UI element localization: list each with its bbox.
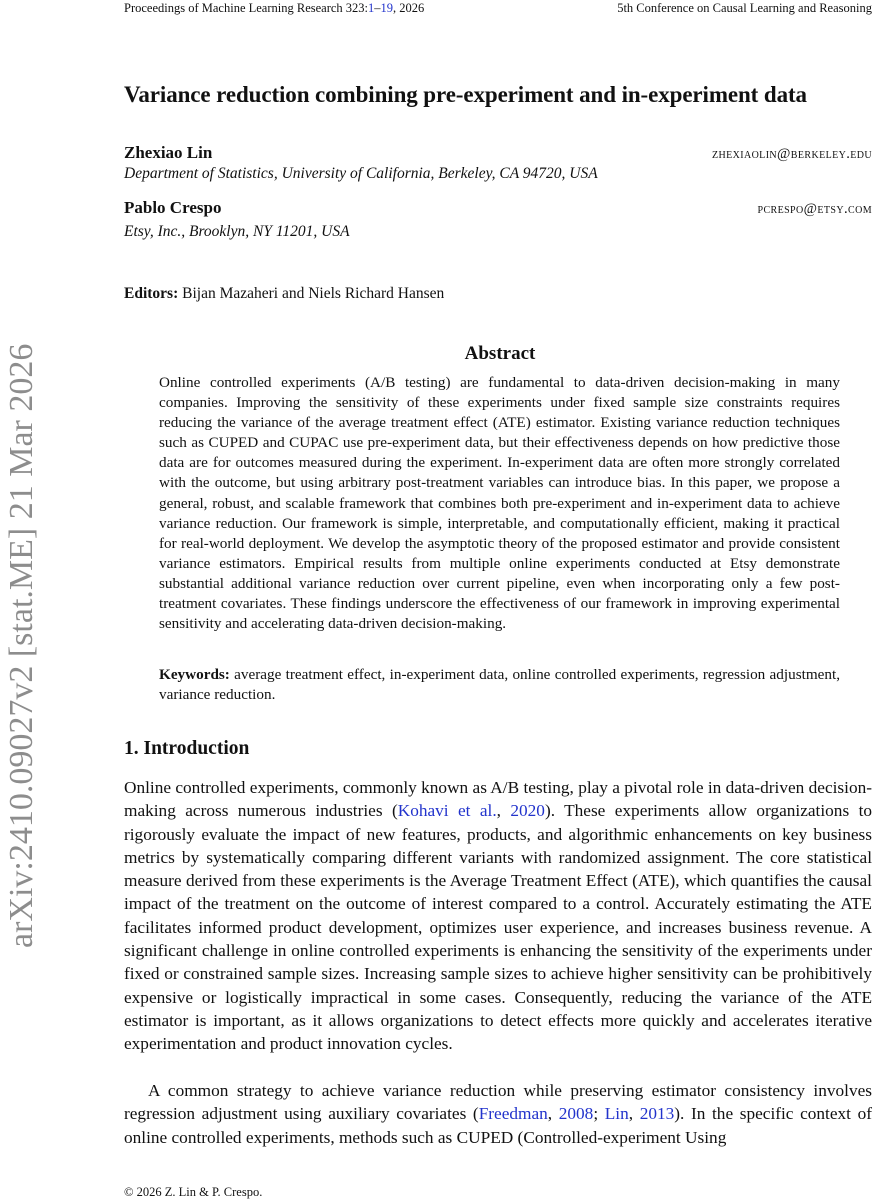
- paper-title: Variance reduction combining pre-experiment and in-experiment data: [124, 82, 807, 107]
- abstract-heading: Abstract: [464, 343, 536, 364]
- page-start-link[interactable]: 1: [368, 1, 375, 15]
- citation-sep: ,: [628, 1104, 640, 1124]
- author-name: Pablo Crespo: [124, 198, 222, 217]
- keywords-list: average treatment effect, in-experiment data, online controlled experiments, regression adjustment, variance reduction.: [159, 666, 840, 703]
- citation-kohavi-year[interactable]: 2020: [510, 801, 545, 821]
- intro-paragraph-1: [124, 776, 872, 1056]
- citation-sep: ;: [593, 1104, 605, 1124]
- citation-lin[interactable]: Lin: [604, 1104, 629, 1124]
- running-header-journal: [124, 0, 424, 16]
- keywords-label: Keywords:: [159, 666, 230, 683]
- author-affiliation: Etsy, Inc., Brooklyn, NY 11201, USA: [124, 223, 350, 240]
- editors-names: Bijan Mazaheri and Niels Richard Hansen: [182, 285, 445, 302]
- journal-name: Proceedings of Machine Learning Research 323:: [124, 1, 369, 15]
- citation-lin-year[interactable]: 2013: [639, 1104, 675, 1124]
- citation-freedman-year[interactable]: 2008: [558, 1104, 594, 1124]
- section-heading-introduction: 1. Introduction: [124, 738, 250, 759]
- citation-sep: ,: [496, 801, 511, 821]
- paragraph-text: ). In the specific context of online controlled experiments, methods such as CUPED (Controlled-experiment Using: [124, 1104, 872, 1147]
- intro-paragraph-2: [124, 1079, 872, 1149]
- paragraph-text: A common strategy to achieve variance reduction while preserving estimator consistency involves regression adjustment using auxiliary covariates (: [124, 1081, 872, 1124]
- page-end-link[interactable]: 19: [380, 1, 394, 15]
- arxiv-stamp: arXiv:2410.09027v2 [stat.ME] 21 Mar 2026: [3, 343, 40, 948]
- citation-sep: ,: [547, 1104, 559, 1124]
- copyright-footer: © 2026 Z. Lin & P. Crespo.: [124, 1185, 263, 1199]
- author-affiliation: Department of Statistics, University of California, Berkeley, CA 94720, USA: [124, 165, 598, 182]
- author-name: Zhexiao Lin: [124, 143, 213, 162]
- running-header-conference: 5th Conference on Causal Learning and Reasoning: [617, 1, 872, 15]
- abstract-text: Online controlled experiments (A/B testing) are fundamental to data-driven decision-making in many companies. Improving the sensitivity of these experiments under fixed sample size constraints requires reducing the variance of the average treatment effect (ATE) estimator. Existing variance reduction techniques such as CUPED and CUPAC use pre-experiment data, but their effectiveness depends on how predictive those data are for outcomes measured during the experiment. In-experiment data are often more strongly correlated with the outcome, but using arbitrary post-treatment variables can introduce bias. In this paper, we propose a general, robust, and scalable framework that combines both pre-experiment and in-experiment data to achieve variance reduction. Our framework is simple, interpretable, and computationally efficient, making it practical for real-world deployment. We develop the asymptotic theory of the proposed estimator and provide consistent variance estimators. Empirical results from multiple online experiments conducted at Etsy demonstrate substantial additional variance reduction over current pipeline, even when incorporating only a few post-treatment covariates. These findings underscore the effectiveness of our framework in improving experimental sensitivity and accelerating data-driven decision-making.: [159, 374, 840, 633]
- keywords: [159, 665, 840, 705]
- paragraph-text: Online controlled experiments, commonly known as A/B testing, play a pivotal role in data-driven decision-making across numerous industries (: [124, 778, 872, 821]
- citation-freedman[interactable]: Freedman: [478, 1104, 548, 1124]
- editors-line: [124, 285, 444, 303]
- paragraph-text: ). These experiments allow organizations to rigorously evaluate the impact of new features, products, and algorithmic enhancements on key business metrics by systematically comparing different variants with randomized assignment. The core statistical measure derived from these experiments is the Average Treatment Effect (ATE), which quantifies the causal impact of the treatment on the outcome of interest compared to a control. Accurately estimating the ATE facilitates informed product development, optimizes user experience, and increases business revenue. A significant challenge in online controlled experiments is enhancing the sensitivity of the experiments under fixed or constrained sample sizes. Increasing sample sizes to achieve higher sensitivity can be prohibitively expensive or logistically impractical in some cases. Consequently, reducing the variance of the ATE estimator is important, as it allows organizations to detect effects more quickly and accelerates iterative experimentation and product innovation cycles.: [124, 801, 873, 1054]
- author-email[interactable]: pcrespo@etsy.com: [757, 201, 872, 217]
- page-range-sep: –: [374, 1, 381, 15]
- journal-year: , 2026: [393, 1, 425, 15]
- author-email[interactable]: zhexiaolin@berkeley.edu: [711, 146, 872, 162]
- editors-label: Editors:: [124, 285, 179, 302]
- citation-kohavi[interactable]: Kohavi et al.: [397, 801, 497, 821]
